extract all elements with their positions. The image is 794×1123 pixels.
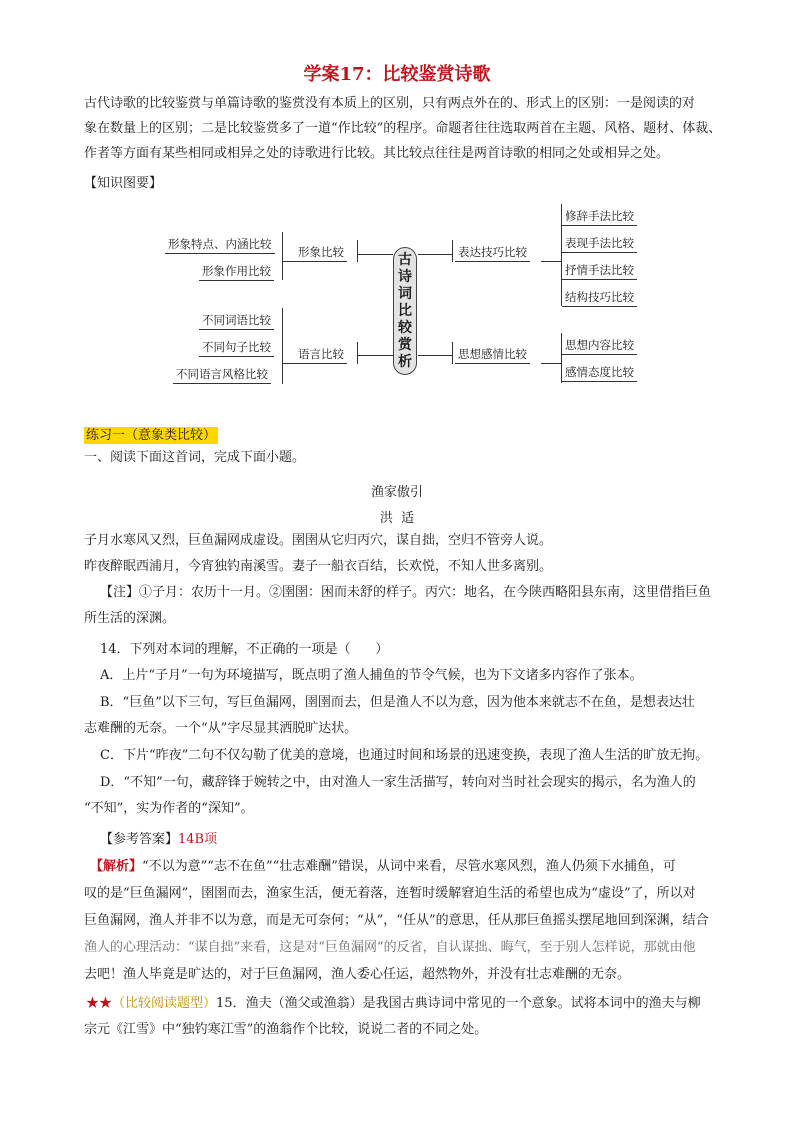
exercise-label [84, 424, 218, 443]
poem-title: 渔家傲引 [370, 485, 423, 500]
analysis-line-4: 渔人的心理活动：“谋自拙”来看，这是对“巨鱼漏网”的反省，自认谋拙、晦气，至于别人怎样说，那就由他 [84, 940, 696, 955]
center-char: 诗 [398, 269, 412, 285]
intro-line-1: 古代诗歌的比较鉴赏与单篇诗歌的鉴赏没有本质上的区别，只有两点外在的、形式上的区别：一是阅读的对 [84, 96, 696, 111]
analysis-line-5: 去吧！渔人毕竟是旷达的，对于巨鱼漏网，渔人委心任运，超然物外，并没有壮志难酬的无奈。 [84, 967, 631, 982]
left-group-label-2: 语言比较 [295, 347, 347, 364]
center-char: 词 [398, 286, 412, 302]
left-item-1-2: 形象作用比较 [199, 264, 274, 281]
q14-stem: 14．下列对本词的理解，不正确的一项是（ ） [100, 642, 389, 657]
right-item-1-3: 抒情手法比较 [562, 263, 637, 280]
poem-line-2: 昨夜醉眠西浦月，今宵独钓南溪雪。妻子一船衣百结，长欢悦，不知人世多离别。 [84, 559, 553, 574]
right-group-label-1: 表达技巧比较 [455, 245, 530, 262]
right-item-2-2: 感情态度比较 [562, 365, 637, 382]
analysis-line-1 [90, 859, 750, 875]
answer-label: 【参考答案】 [100, 832, 179, 847]
answer-value: 14B项 [178, 832, 218, 847]
q14-option-c: C．下片“昨夜”二句不仅勾勒了优美的意境，也通过时间和场景的迅速变换，表现了渔人生活的旷放无拘。 [100, 748, 709, 763]
analysis-text: “不以为意”“志不在鱼”“壮志难酬”错误，从词中来看，尽管水寒风烈，渔人仍须下水捕鱼，可 [142, 859, 676, 874]
star-icon: ★★ [86, 996, 113, 1011]
q14-option-d: D．“不知”一句，藏辞锋于婉转之中，由对渔人一家生活描写，转向对当时社会现实的揭示，名为渔人的 [100, 775, 696, 790]
center-char: 比 [398, 303, 412, 319]
intro-line-2: 象在数量上的区别；二是比较鉴赏多了一道“作比较”的程序。命题者往往选取两首在主题、风格、题材、体裁、 [84, 121, 722, 136]
section-instruction: 一、阅读下面这首词，完成下面小题。 [84, 450, 306, 465]
q15-type: （比较阅读题型） [112, 996, 217, 1011]
center-char: 较 [398, 320, 412, 336]
note-line-2: 所生活的深渊。 [84, 611, 176, 626]
page-title: 学案17：比较鉴赏诗歌 [303, 64, 491, 85]
analysis-line-3: 巨鱼漏网，渔人并非不以为意，而是无可奈何；“从”，“任从”的意思，任从那巨鱼摇头摆尾地回到深渊，结合 [84, 913, 709, 928]
answer [100, 832, 760, 848]
note-line-1: 【注】①子月：农历十一月。②圉圉：困而未舒的样子。丙穴：地名，在今陕西略阳县东南，这里借指巨鱼 [100, 585, 712, 600]
q14-option-d-cont: “不知”，实为作者的“深知”。 [84, 801, 254, 816]
q15-line-2: 宗元《江雪》中“独钓寒江雪”的渔翁作个比较，说说二者的不同之处。 [84, 1022, 488, 1037]
right-item-1-1: 修辞手法比较 [562, 209, 637, 226]
q14-option-b: B．“巨鱼”以下三句，写巨鱼漏网，圉圉而去，但是渔人不以为意，因为他本来就志不在鱼，是想表达壮 [100, 695, 695, 710]
q15-text: 15．渔夫（渔父或渔翁）是我国古典诗词中常见的一个意象。试将本词中的渔夫与柳 [216, 996, 701, 1011]
q14-option-b-cont: 志难酬的无奈。一个“从”字尽显其洒脱旷达状。 [84, 721, 358, 736]
intro-line-3: 作者等方面有某些相同或相异之处的诗歌进行比较。其比较点往往是两首诗歌的相同之处或相异之处。 [84, 146, 670, 161]
left-group-label-1: 形象比较 [295, 245, 347, 262]
exercise-label-text: 练习一（意象类比较） [86, 428, 217, 443]
center-title-box [393, 247, 417, 375]
center-char: 赏 [398, 337, 412, 353]
q14-option-a: A．上片“子月”一句为环境描写，既点明了渔人捕鱼的节令气候，也为下文诸多内容作了张本。 [100, 668, 643, 683]
center-char: 析 [398, 354, 412, 370]
left-item-2-2: 不同句子比较 [199, 340, 274, 357]
poem-line-1: 子月水寒风又烈，巨鱼漏网成虚设。圉圉从它归丙穴，谋自拙，空归不管旁人说。 [84, 533, 553, 548]
right-item-1-4: 结构技巧比较 [562, 290, 637, 307]
center-char: 古 [398, 252, 412, 268]
right-group-label-2: 思想感情比较 [455, 347, 530, 364]
knowledge-label: 【知识图要】 [84, 176, 163, 191]
left-item-2-1: 不同词语比较 [199, 313, 274, 330]
analysis-label: 【解析】 [90, 859, 143, 874]
left-item-1-1: 形象特点、内涵比较 [165, 237, 275, 254]
q15-line-1 [86, 996, 746, 1012]
poem-author: 洪 适 [379, 511, 415, 526]
left-item-2-3: 不同语言风格比较 [173, 367, 271, 384]
right-item-1-2: 表现手法比较 [562, 236, 637, 253]
right-item-2-1: 思想内容比较 [562, 338, 637, 355]
analysis-line-2: 叹的是“巨鱼漏网”，圉圉而去，渔家生活，便无着落，连暂时缓解窘迫生活的希望也成为“虚设”了，所以对 [84, 886, 696, 901]
